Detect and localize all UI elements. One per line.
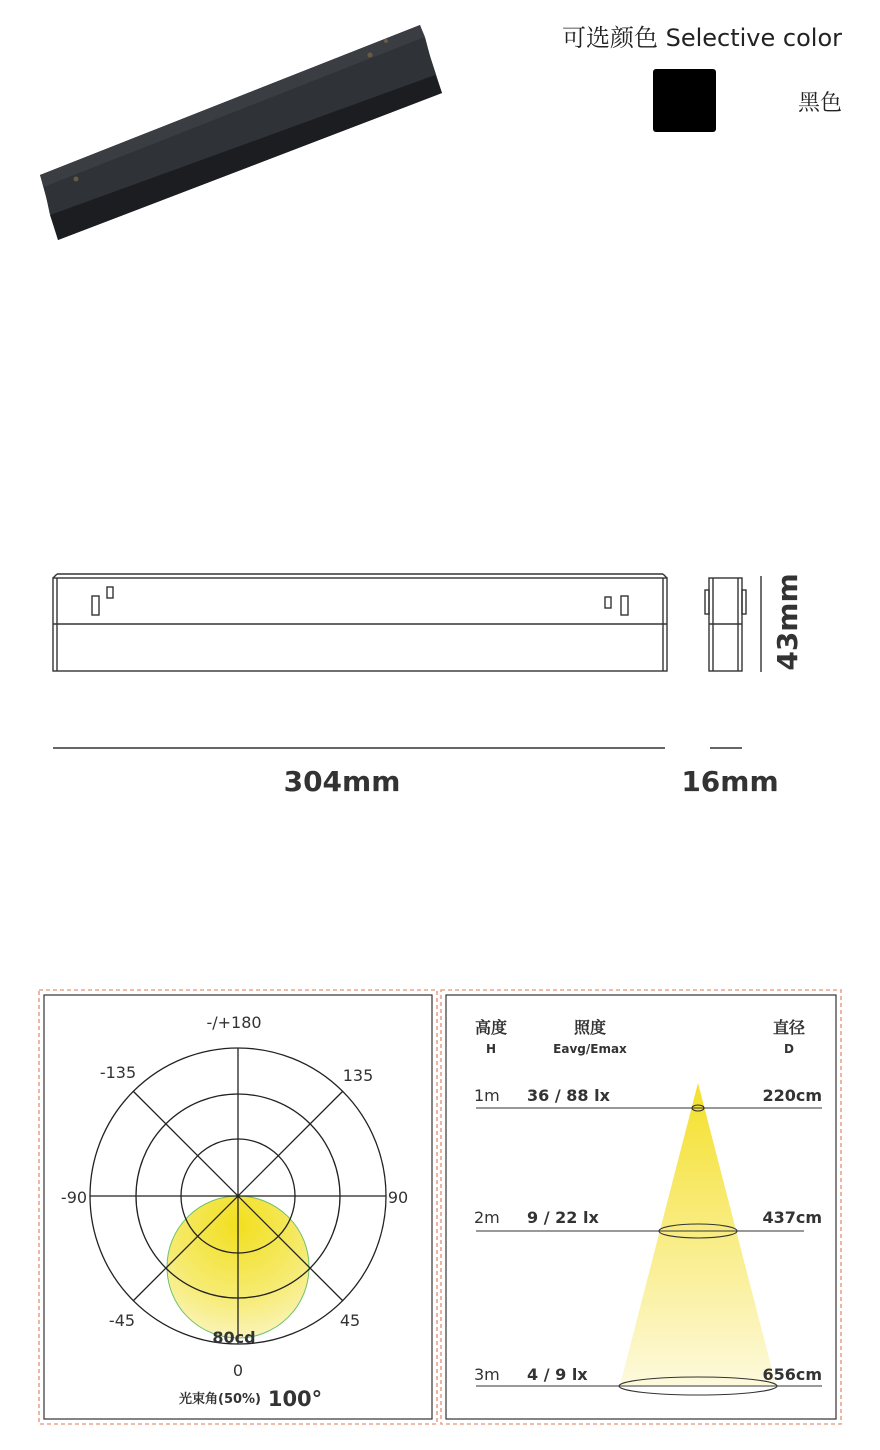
height-header-sub: H <box>485 1042 497 1056</box>
product-render <box>30 15 450 250</box>
angle-label-90: 90 <box>387 1188 409 1207</box>
lux-header: 照度 <box>573 1018 607 1037</box>
illuminance-panel <box>441 990 841 1424</box>
row-diameter: 220cm <box>762 1086 822 1105</box>
row-height: 1m <box>474 1086 500 1105</box>
row-height: 2m <box>474 1208 500 1227</box>
angle-label-45: 45 <box>339 1311 361 1330</box>
polar-panel <box>39 990 437 1424</box>
length-label: 304mm <box>283 765 401 798</box>
row-lux: 4 / 9 lx <box>527 1365 588 1384</box>
angle-label-180: -/+180 <box>206 1013 262 1032</box>
beam-angle-value: 100° <box>267 1387 323 1411</box>
angle-label-neg135: -135 <box>99 1063 137 1082</box>
dimension-drawing <box>0 560 880 810</box>
diameter-header-sub: D <box>784 1042 794 1056</box>
row-lux: 36 / 88 lx <box>527 1086 610 1105</box>
color-option-label: 黑色 <box>797 91 842 116</box>
width-label: 16mm <box>681 765 779 798</box>
row-height: 3m <box>474 1365 500 1384</box>
beam-angle-label: 光束角(50%) <box>179 1392 261 1407</box>
angle-label-neg90: -90 <box>60 1188 88 1207</box>
side-view <box>53 574 667 671</box>
angle-label-135: 135 <box>342 1066 374 1085</box>
diameter-header: 直径 <box>772 1018 806 1037</box>
angle-label-0: 0 <box>232 1361 244 1380</box>
row-diameter: 437cm <box>762 1208 822 1227</box>
light-cone <box>620 1083 776 1385</box>
color-swatch-black[interactable] <box>653 69 716 132</box>
end-view <box>705 578 746 671</box>
angle-label-neg45: -45 <box>108 1311 136 1330</box>
row-lux: 9 / 22 lx <box>527 1208 599 1227</box>
height-header: 高度 <box>474 1018 508 1037</box>
intensity-label: 80cd <box>212 1328 256 1347</box>
photometric-panels <box>0 980 880 1440</box>
lux-header-sub: Eavg/Emax <box>553 1042 627 1056</box>
height-label: 43mm <box>771 573 804 671</box>
selective-color-title: 可选颜色 Selective color <box>561 24 842 52</box>
row-diameter: 656cm <box>762 1365 822 1384</box>
